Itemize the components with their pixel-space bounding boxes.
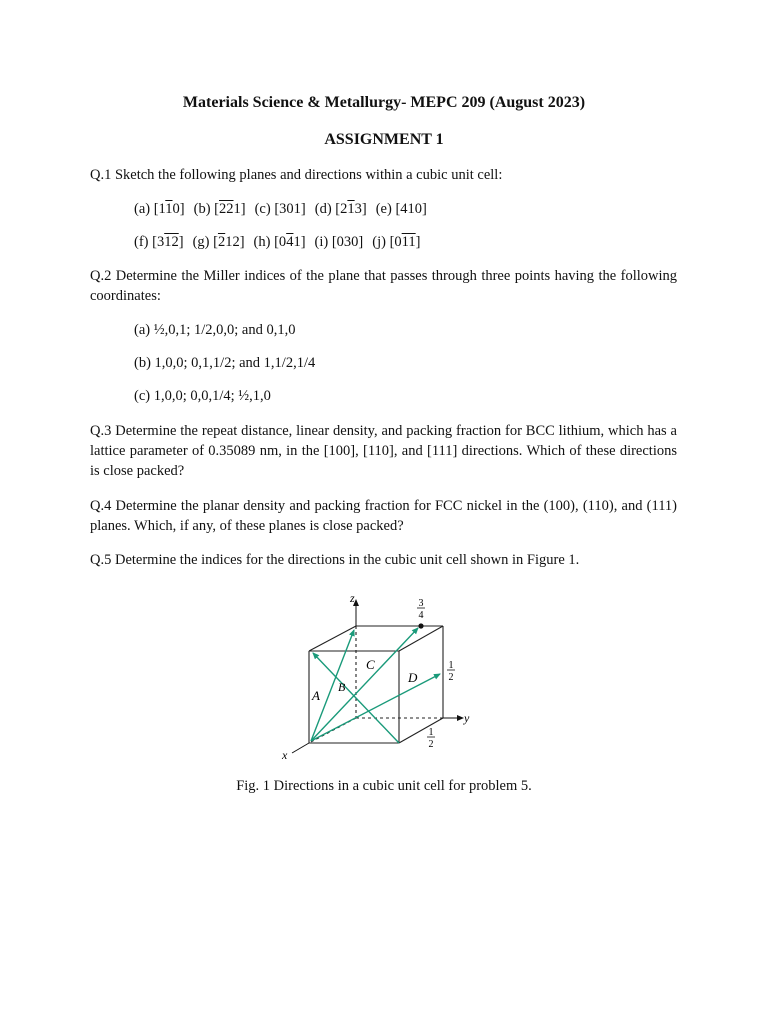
figure-caption: Fig. 1 Directions in a cubic unit cell for problem 5. [236, 778, 532, 794]
direction-a-label: A [312, 688, 320, 703]
cube-edges [309, 626, 443, 743]
q1-items-row-2: (f) [312] (g) [212] (h) [041] (i) [030] (j) [011] [134, 234, 421, 250]
cubic-unit-cell-figure [270, 588, 490, 768]
point-marker [418, 623, 423, 628]
svg-text:2: 2 [448, 672, 454, 683]
question-3: Q.3 Determine the repeat distance, linear density, and packing fraction for BCC lithium, which has a lattice parameter of 0.35089 nm, in the [100], [110], and [111] directions. Which of these directions is close packed? [90, 423, 677, 479]
svg-text:3: 3 [418, 598, 424, 609]
x-axis-label: x [282, 748, 288, 762]
q2-item-c: (c) 1,0,0; 0,0,1/4; ½,1,0 [134, 388, 271, 404]
axes [292, 600, 463, 753]
fraction-right [447, 660, 455, 683]
fraction-bottom [427, 727, 435, 750]
z-axis-label: z [350, 591, 355, 605]
direction-b-label: B [338, 680, 346, 694]
q1-items-row-1: (a) [110] (b) [221] (c) [301] (d) [213] (e) [410] [134, 201, 427, 217]
svg-text:2: 2 [428, 739, 434, 750]
direction-b-arrow [311, 628, 418, 741]
question-1: Q.1 Sketch the following planes and directions within a cubic unit cell: [90, 167, 503, 183]
direction-c-arrow [313, 653, 399, 743]
direction-vectors [311, 628, 440, 743]
svg-text:4: 4 [418, 610, 424, 621]
page-title: Materials Science & Metallurgy- MEPC 209 (August 2023) [182, 94, 586, 111]
svg-text:1: 1 [448, 660, 454, 671]
assignment-heading: ASSIGNMENT 1 [324, 131, 444, 148]
question-4: Q.4 Determine the planar density and packing fraction for FCC nickel in the (100), (110), and (111) planes. Which, if any, of these planes is close packed? [90, 498, 677, 534]
direction-d-label: D [408, 670, 418, 685]
question-2: Q.2 Determine the Miller indices of the plane that passes through three points having the following coordinates: [90, 268, 677, 304]
direction-c-label: C [366, 657, 375, 672]
y-axis-label: y [464, 711, 470, 725]
x-axis [292, 743, 309, 753]
svg-text:1: 1 [428, 727, 434, 738]
question-5: Q.5 Determine the indices for the directions in the cubic unit cell shown in Figure 1. [90, 552, 580, 568]
q2-item-b: (b) 1,0,0; 0,1,1/2; and 1,1/2,1/4 [134, 355, 316, 371]
q2-item-a: (a) ½,0,1; 1/2,0,0; and 0,1,0 [134, 322, 296, 338]
fraction-top [417, 598, 425, 621]
